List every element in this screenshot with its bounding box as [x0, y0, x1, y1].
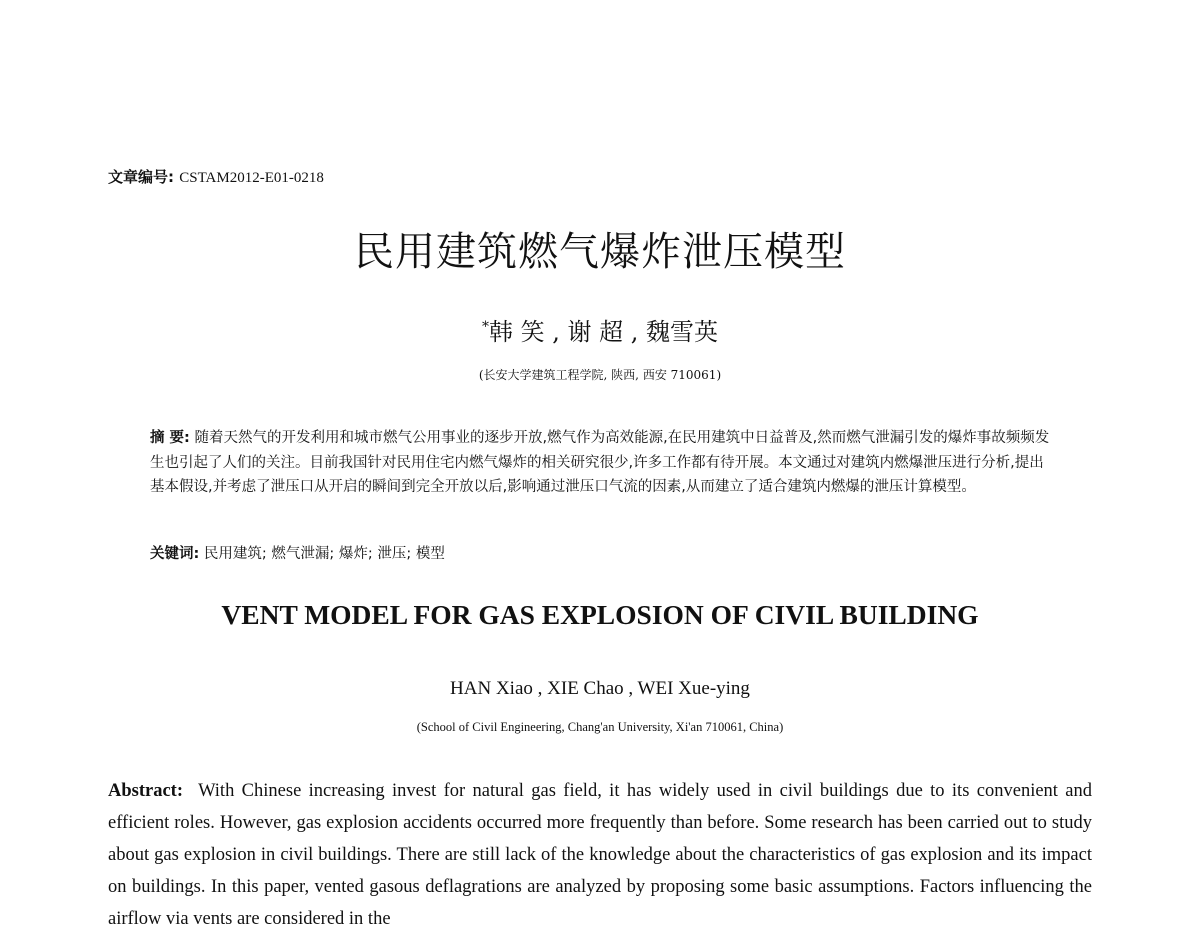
chinese-title: 民用建筑燃气爆炸泄压模型 — [354, 229, 846, 275]
chinese-abstract-text: 随着天然气的开发利用和城市燃气公用事业的逐步开放,燃气作为高效能源,在民用建筑中日益普及,然而燃气泄漏引发的爆炸事故频频发生也引起了人们的关注。目前我国针对民用住宅内燃气爆炸的相关研究很少,许多工作都有待开展。本文通过对建筑内燃爆泄压进行分析,提出基本假设,并考虑了泄压口从开启的瞬间到完全开放以后,影响通过泄压口气流的因素,从而建立了适合建筑内燃爆的泄压计算模型。 — [150, 430, 1050, 495]
corresponding-author-marker: * — [481, 319, 489, 335]
english-affiliation: (School of Civil Engineering, Chang'an University, Xi'an 710061, China) — [416, 720, 784, 734]
article-number-value: CSTAM2012-E01-0218 — [179, 170, 324, 186]
chinese-keywords-text: 民用建筑; 燃气泄漏; 爆炸; 泄压; 模型 — [203, 546, 445, 562]
english-abstract-text: With Chinese increasing invest for natural gas field, it has widely used in civil buildings due to its convenient and efficient roles. However, gas explosion accidents occurred more frequently than before. Some research has been carried out to study about gas explosion in civil buildings. There are still lack of the knowledge about the characteristics of gas explosion and its impact on buildings. In this paper, vented gasous deflagrations are analyzed by proposing some basic assumptions. Factors influencing the airflow via vents are considered in the — [108, 781, 1093, 929]
chinese-keywords — [150, 542, 1050, 563]
chinese-affiliation: (长安大学建筑工程学院, 陕西, 西安 710061) — [478, 368, 722, 382]
english-abstract-label: Abstract: — [108, 781, 184, 801]
chinese-authors — [0, 312, 1200, 347]
english-abstract — [108, 775, 1092, 935]
english-title: VENT MODEL FOR GAS EXPLOSION OF CIVIL BUILDING — [221, 599, 979, 630]
english-authors: HAN Xiao , XIE Chao , WEI Xue-ying — [450, 678, 750, 699]
chinese-abstract — [150, 426, 1050, 500]
article-number-label: 文章编号: — [108, 168, 174, 186]
chinese-abstract-label: 摘 要: — [150, 430, 190, 446]
article-number — [108, 166, 324, 187]
chinese-author-names: 韩 笑 , 谢 超 , 魏雪英 — [488, 318, 719, 346]
chinese-keywords-label: 关键词: — [150, 546, 200, 562]
